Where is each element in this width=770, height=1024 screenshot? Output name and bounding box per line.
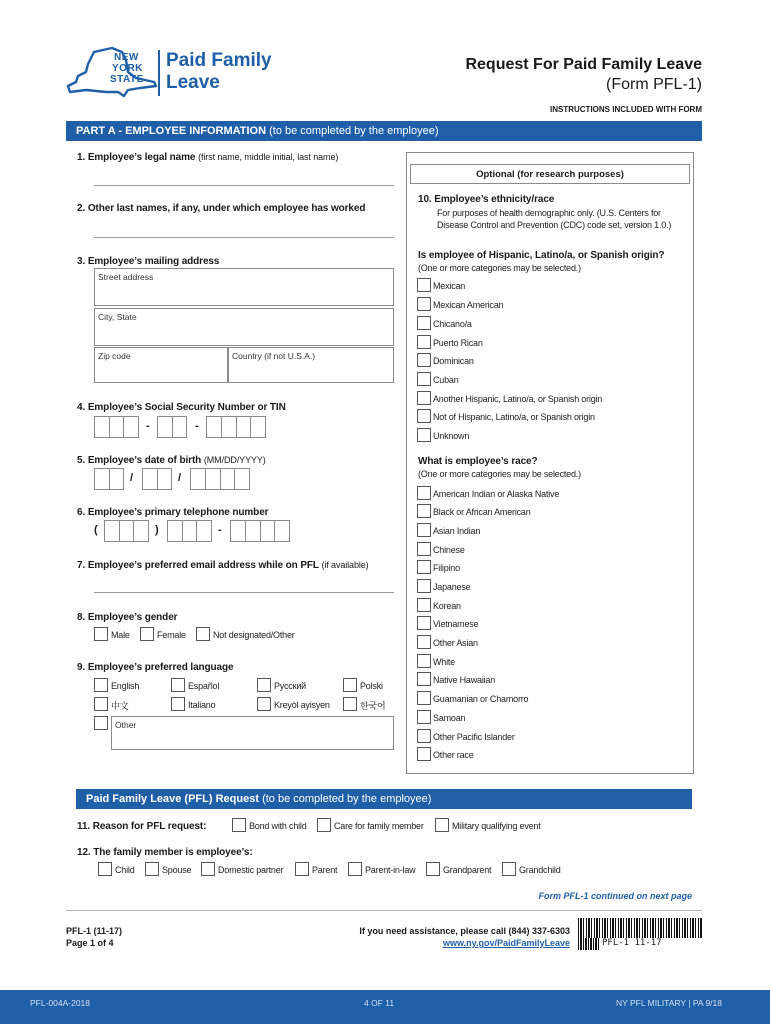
lang-kreyol-checkbox[interactable] xyxy=(257,697,271,711)
q3-label: 3. Employee’s mailing address xyxy=(77,256,220,267)
part-a-banner-note: (to be completed by the employee) xyxy=(269,125,439,137)
race-native-hawaiian-checkbox[interactable] xyxy=(417,672,431,686)
phone-close-paren: ) xyxy=(155,524,159,536)
race-question: What is employee’s race? xyxy=(418,456,538,467)
barcode xyxy=(578,918,702,950)
race-other-asian-checkbox[interactable] xyxy=(417,635,431,649)
gender-male-label: Male xyxy=(111,630,130,640)
race-native-hawaiian-label: Native Hawaiian xyxy=(433,675,496,685)
family-child-label: Child xyxy=(115,865,135,875)
hisp-another-checkbox[interactable] xyxy=(417,391,431,405)
lang-polski-label: Polski xyxy=(360,681,383,691)
race-american-indian-label: American Indian or Alaska Native xyxy=(433,489,560,499)
reason-care-checkbox[interactable] xyxy=(317,818,331,832)
footer-link[interactable]: www.ny.gov/PaidFamilyLeave xyxy=(442,938,570,948)
lang-italiano-label: Italiano xyxy=(188,700,216,710)
lang-espanol-checkbox[interactable] xyxy=(171,678,185,692)
q2-label: 2. Other last names, if any, under which employee has worked xyxy=(77,203,366,214)
dob-day-boxes[interactable] xyxy=(142,468,172,490)
race-guamanian-label: Guamanian or Chamorro xyxy=(433,694,529,704)
bottom-bar-left: PFL-004A-2018 xyxy=(30,998,91,1008)
barcode-bars xyxy=(578,918,702,938)
lang-polski-checkbox[interactable] xyxy=(343,678,357,692)
q11-label: 11. Reason for PFL request: xyxy=(77,821,207,832)
q6-label: 6. Employee’s primary telephone number xyxy=(77,507,269,518)
family-grandchild-label: Grandchild xyxy=(519,865,561,875)
race-chinese-label: Chinese xyxy=(433,545,465,555)
race-filipino-label: Filipino xyxy=(433,563,460,573)
dob-month-boxes[interactable] xyxy=(94,468,124,490)
q10-note-line1: For purposes of health demographic only. (U.S. Centers for xyxy=(437,208,661,218)
race-japanese-checkbox[interactable] xyxy=(417,579,431,593)
family-grandparent-checkbox[interactable] xyxy=(426,862,440,876)
hisp-cuban-checkbox[interactable] xyxy=(417,372,431,386)
lang-russian-label: Русский xyxy=(274,681,306,691)
race-vietnamese-checkbox[interactable] xyxy=(417,616,431,630)
race-samoan-checkbox[interactable] xyxy=(417,710,431,724)
lang-espanol-label: Español xyxy=(188,681,220,691)
family-domestic-partner-checkbox[interactable] xyxy=(201,862,215,876)
lang-english-label: English xyxy=(111,681,140,691)
reason-care-label: Care for family member xyxy=(334,821,424,831)
hisp-not-hispanic-checkbox[interactable] xyxy=(417,409,431,423)
q4-label: 4. Employee’s Social Security Number or TIN xyxy=(77,402,286,413)
reason-military-checkbox[interactable] xyxy=(435,818,449,832)
gender-other-label: Not designated/Other xyxy=(213,630,295,640)
race-white-label: White xyxy=(433,657,456,667)
lang-russian-checkbox[interactable] xyxy=(257,678,271,692)
hisp-chicano-checkbox[interactable] xyxy=(417,316,431,330)
footer-page-number: Page 1 of 4 xyxy=(66,938,114,948)
family-spouse-checkbox[interactable] xyxy=(145,862,159,876)
form-id: (Form PFL-1) xyxy=(606,76,702,93)
q1-label-text: 1. Employee’s legal name xyxy=(77,152,196,163)
race-chinese-checkbox[interactable] xyxy=(417,542,431,556)
dob-slash-1: / xyxy=(130,472,134,484)
ssn-dash-2: - xyxy=(195,420,199,432)
footer-help-text: If you need assistance, please call (844) 337-6303 xyxy=(359,926,570,936)
continued-note: Form PFL-1 continued on next page xyxy=(538,891,692,901)
hisp-dominican-checkbox[interactable] xyxy=(417,353,431,367)
form-title: Request For Paid Family Leave xyxy=(465,56,702,73)
logo-state: STATE xyxy=(110,74,144,85)
q7-label-text: 7. Employee’s preferred email address while on PFL xyxy=(77,560,319,571)
phone-area-boxes[interactable] xyxy=(104,520,149,542)
optional-header: Optional (for research purposes) xyxy=(410,164,690,184)
email-field[interactable] xyxy=(94,592,394,593)
family-parent-checkbox[interactable] xyxy=(295,862,309,876)
q1-label-note: (first name, middle initial, last name) xyxy=(198,152,339,162)
race-other-race-checkbox[interactable] xyxy=(417,747,431,761)
pfl-request-banner xyxy=(76,789,692,809)
q1-label xyxy=(77,152,338,163)
ssn-area-boxes[interactable] xyxy=(94,416,139,438)
race-other-pacific-label: Other Pacific Islander xyxy=(433,732,515,742)
pfl-request-banner-title: Paid Family Leave (PFL) Request xyxy=(86,793,259,805)
lang-other-checkbox[interactable] xyxy=(94,716,108,730)
race-asian-indian-checkbox[interactable] xyxy=(417,523,431,537)
ssn-serial-boxes[interactable] xyxy=(206,416,266,438)
race-white-checkbox[interactable] xyxy=(417,654,431,668)
race-filipino-checkbox[interactable] xyxy=(417,560,431,574)
lang-korean-label: 한국어 xyxy=(360,702,386,712)
race-other-race-label: Other race xyxy=(433,750,474,760)
lang-korean-checkbox[interactable] xyxy=(343,697,357,711)
q10-note-line2: Disease Control and Prevention (CDC) code set, version 1.0.) xyxy=(437,220,672,230)
hisp-mexican-checkbox[interactable] xyxy=(417,278,431,292)
lang-other-caption: Other xyxy=(115,720,137,730)
phone-prefix-boxes[interactable] xyxy=(167,520,212,542)
lang-english-checkbox[interactable] xyxy=(94,678,108,692)
hisp-not-hispanic-label: Not of Hispanic, Latino/a, or Spanish origin xyxy=(433,412,595,422)
footer-form-code: PFL-1 (11-17) xyxy=(66,926,123,936)
q1-name-field[interactable] xyxy=(94,185,394,186)
lang-kreyol-label: Kreyòl ayisyen xyxy=(274,700,330,710)
q8-label: 8. Employee’s gender xyxy=(77,612,178,623)
race-samoan-label: Samoan xyxy=(433,713,466,723)
logo-divider xyxy=(158,50,160,96)
hisp-mexican-label: Mexican xyxy=(433,281,466,291)
q5-label-note: (MM/DD/YYYY) xyxy=(203,455,266,465)
family-parent-in-law-checkbox[interactable] xyxy=(348,862,362,876)
instructions-note: INSTRUCTIONS INCLUDED WITH FORM xyxy=(550,105,702,114)
country-caption: Country (if not U.S.A.) xyxy=(232,351,316,361)
dob-slash-2: / xyxy=(178,472,182,484)
q2-other-names-field[interactable] xyxy=(94,237,394,238)
lang-chinese-checkbox[interactable] xyxy=(94,697,108,711)
hisp-chicano-label: Chicano/a xyxy=(433,319,472,329)
family-parent-in-law-label: Parent-in-law xyxy=(365,865,416,875)
logo xyxy=(66,46,276,102)
gender-female-label: Female xyxy=(157,630,186,640)
hisp-cuban-label: Cuban xyxy=(433,375,459,385)
race-korean-label: Korean xyxy=(433,601,461,611)
hisp-puerto-rican-checkbox[interactable] xyxy=(417,335,431,349)
hisp-another-label: Another Hispanic, Latino/a, or Spanish origin xyxy=(433,394,603,404)
hispanic-note: (One or more categories may be selected.) xyxy=(418,263,581,273)
barcode-left-bars xyxy=(578,938,600,950)
lang-other-field[interactable] xyxy=(111,716,394,750)
family-domestic-partner-label: Domestic partner xyxy=(218,865,284,875)
bottom-bar-center: 4 OF 11 xyxy=(364,998,395,1008)
zip-code-field[interactable] xyxy=(94,347,228,383)
phone-open-paren: ( xyxy=(94,524,98,536)
race-vietnamese-label: Vietnamese xyxy=(433,619,479,629)
bottom-bar xyxy=(0,990,770,1024)
barcode-text: PFL-1 11-17 xyxy=(602,938,662,948)
logo-york: YORK xyxy=(112,63,143,74)
footer-divider xyxy=(66,910,702,911)
gender-female-checkbox[interactable] xyxy=(140,627,154,641)
family-parent-label: Parent xyxy=(312,865,338,875)
q7-label-note: (if available) xyxy=(321,560,369,570)
country-field[interactable] xyxy=(228,347,394,383)
gender-other-checkbox[interactable] xyxy=(196,627,210,641)
q10-label: 10. Employee’s ethnicity/race xyxy=(418,194,555,205)
street-address-caption: Street address xyxy=(98,272,154,282)
q5-label-text: 5. Employee’s date of birth xyxy=(77,455,202,466)
race-guamanian-checkbox[interactable] xyxy=(417,691,431,705)
lang-chinese-label: 中文 xyxy=(111,702,129,712)
hisp-unknown-label: Unknown xyxy=(433,431,470,441)
race-note: (One or more categories may be selected.) xyxy=(418,469,581,479)
ssn-dash-1: - xyxy=(146,420,150,432)
q5-label xyxy=(77,455,266,466)
family-child-checkbox[interactable] xyxy=(98,862,112,876)
q9-label: 9. Employee’s preferred language xyxy=(77,662,234,673)
race-black-label: Black or African American xyxy=(433,507,531,517)
phone-dash: - xyxy=(218,524,222,536)
city-state-field[interactable] xyxy=(94,308,394,346)
street-address-field[interactable] xyxy=(94,268,394,306)
part-a-banner xyxy=(66,121,702,141)
logo-new: NEW xyxy=(114,52,139,63)
city-state-caption: City, State xyxy=(98,312,137,322)
q7-label xyxy=(77,560,369,571)
hisp-dominican-label: Dominican xyxy=(433,356,474,366)
family-grandchild-checkbox[interactable] xyxy=(502,862,516,876)
family-spouse-label: Spouse xyxy=(162,865,192,875)
race-american-indian-checkbox[interactable] xyxy=(417,486,431,500)
lang-italiano-checkbox[interactable] xyxy=(171,697,185,711)
gender-male-checkbox[interactable] xyxy=(94,627,108,641)
reason-bond-checkbox[interactable] xyxy=(232,818,246,832)
hisp-unknown-checkbox[interactable] xyxy=(417,428,431,442)
race-other-pacific-checkbox[interactable] xyxy=(417,729,431,743)
race-asian-indian-label: Asian Indian xyxy=(433,526,481,536)
pfl-request-banner-note: (to be completed by the employee) xyxy=(262,793,432,805)
reason-bond-label: Bond with child xyxy=(249,821,307,831)
phone-line-boxes[interactable] xyxy=(230,520,290,542)
race-black-checkbox[interactable] xyxy=(417,504,431,518)
hispanic-question: Is employee of Hispanic, Latino/a, or Spanish origin? xyxy=(418,250,665,261)
hisp-mexican-american-label: Mexican American xyxy=(433,300,504,310)
race-other-asian-label: Other Asian xyxy=(433,638,478,648)
family-grandparent-label: Grandparent xyxy=(443,865,492,875)
zip-code-caption: Zip code xyxy=(98,351,131,361)
race-japanese-label: Japanese xyxy=(433,582,471,592)
q12-label: 12. The family member is employee’s: xyxy=(77,847,253,858)
part-a-banner-title: PART A - EMPLOYEE INFORMATION xyxy=(76,125,267,137)
logo-program-line1: Paid Family xyxy=(166,50,272,71)
logo-program-line2: Leave xyxy=(166,72,220,93)
dob-year-boxes[interactable] xyxy=(190,468,250,490)
hisp-mexican-american-checkbox[interactable] xyxy=(417,297,431,311)
ssn-group-boxes[interactable] xyxy=(157,416,187,438)
race-korean-checkbox[interactable] xyxy=(417,598,431,612)
hisp-puerto-rican-label: Puerto Rican xyxy=(433,338,483,348)
reason-military-label: Military qualifying event xyxy=(452,821,541,831)
bottom-bar-right: NY PFL MILITARY | PA 9/18 xyxy=(616,998,722,1008)
